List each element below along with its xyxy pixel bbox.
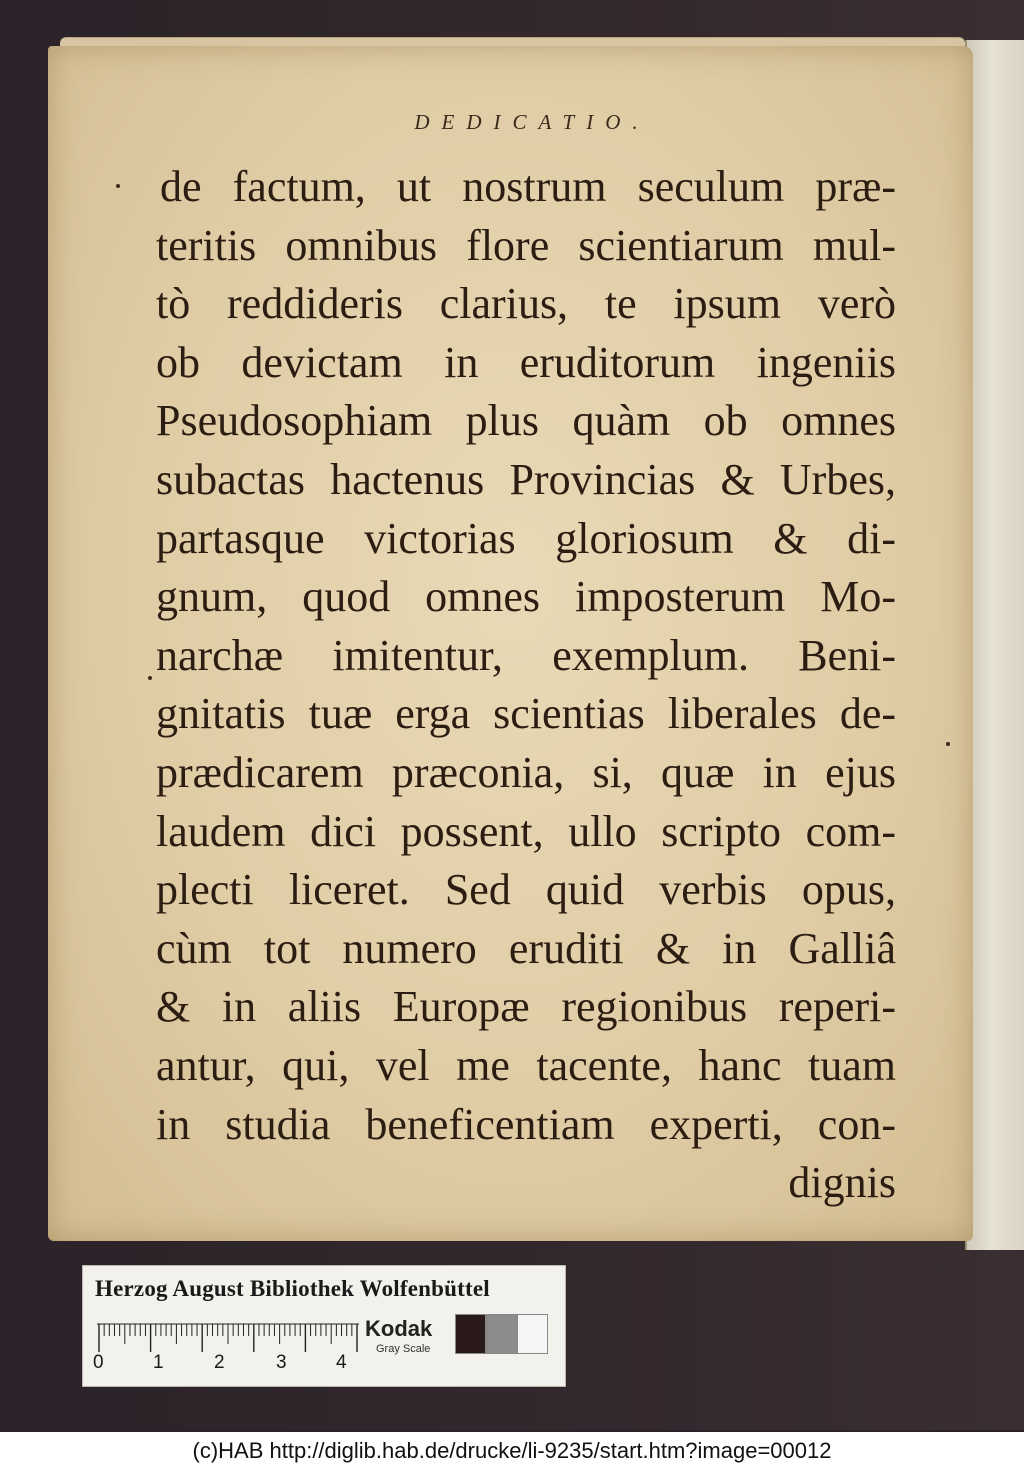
text-line: in studia beneficentiam experti, con-	[156, 1099, 896, 1149]
margin-mark	[116, 184, 120, 188]
gray-swatch	[486, 1314, 517, 1354]
text-line: gnitatis tuæ erga scientias liberales de-	[156, 689, 896, 739]
text-line: subactas hactenus Provincias & Urbes,	[156, 454, 896, 504]
color-calibration-card	[82, 1265, 566, 1387]
text-line: prædicarem præconia, si, quæ in ejus	[156, 747, 896, 797]
ruler-number: 1	[153, 1352, 164, 1373]
library-name: Herzog August Bibliothek Wolfenbüttel	[95, 1276, 490, 1301]
running-header: DEDICATIO.	[414, 110, 650, 134]
text-line: de factum, ut nostrum seculum præ-	[160, 162, 896, 211]
text-line: & in aliis Europæ regionibus reperi-	[156, 982, 896, 1032]
page-body-text	[156, 158, 896, 1213]
text-line: cùm tot numero eruditi & in Galliâ	[156, 923, 896, 973]
margin-mark	[148, 676, 152, 680]
gray-scale-label: Gray Scale	[376, 1343, 431, 1355]
white-swatch	[517, 1314, 548, 1354]
ruler-number: 0	[93, 1352, 104, 1373]
text-line: plecti liceret. Sed quid verbis opus,	[156, 865, 896, 915]
ruler-number: 3	[276, 1352, 287, 1373]
text-line: ob devictam in eruditorum ingeniis	[156, 337, 896, 387]
catchword: dignis	[788, 1158, 896, 1208]
ruler-numbers	[93, 1352, 363, 1376]
text-line: Pseudosophiam plus quàm ob omnes	[156, 396, 896, 446]
ruler-scale	[97, 1320, 359, 1354]
text-line: antur, qui, vel me tacente, hanc tuam	[156, 1040, 896, 1090]
kodak-logo-text: Kodak	[365, 1316, 433, 1341]
text-line: tò reddideris clarius, te ipsum verò	[156, 279, 896, 329]
ruler-number: 4	[336, 1352, 347, 1373]
margin-mark	[946, 742, 950, 746]
copyright-footer: (c)HAB http://diglib.hab.de/drucke/li-9235/start.htm?image=00012	[0, 1432, 1024, 1470]
text-line: narchæ imitentur, exemplum. Beni-	[156, 630, 896, 680]
text-line: gnum, quod omnes imposterum Mo-	[156, 572, 896, 622]
text-line: laudem dici possent, ullo scripto com-	[156, 806, 896, 856]
text-line: teritis omnibus flore scientiarum mul-	[156, 220, 896, 270]
text-line: partasque victorias gloriosum & di-	[156, 513, 896, 563]
ruler-number: 2	[214, 1352, 225, 1373]
dark-swatch	[455, 1314, 486, 1354]
adjacent-page-edge	[965, 40, 1024, 1250]
